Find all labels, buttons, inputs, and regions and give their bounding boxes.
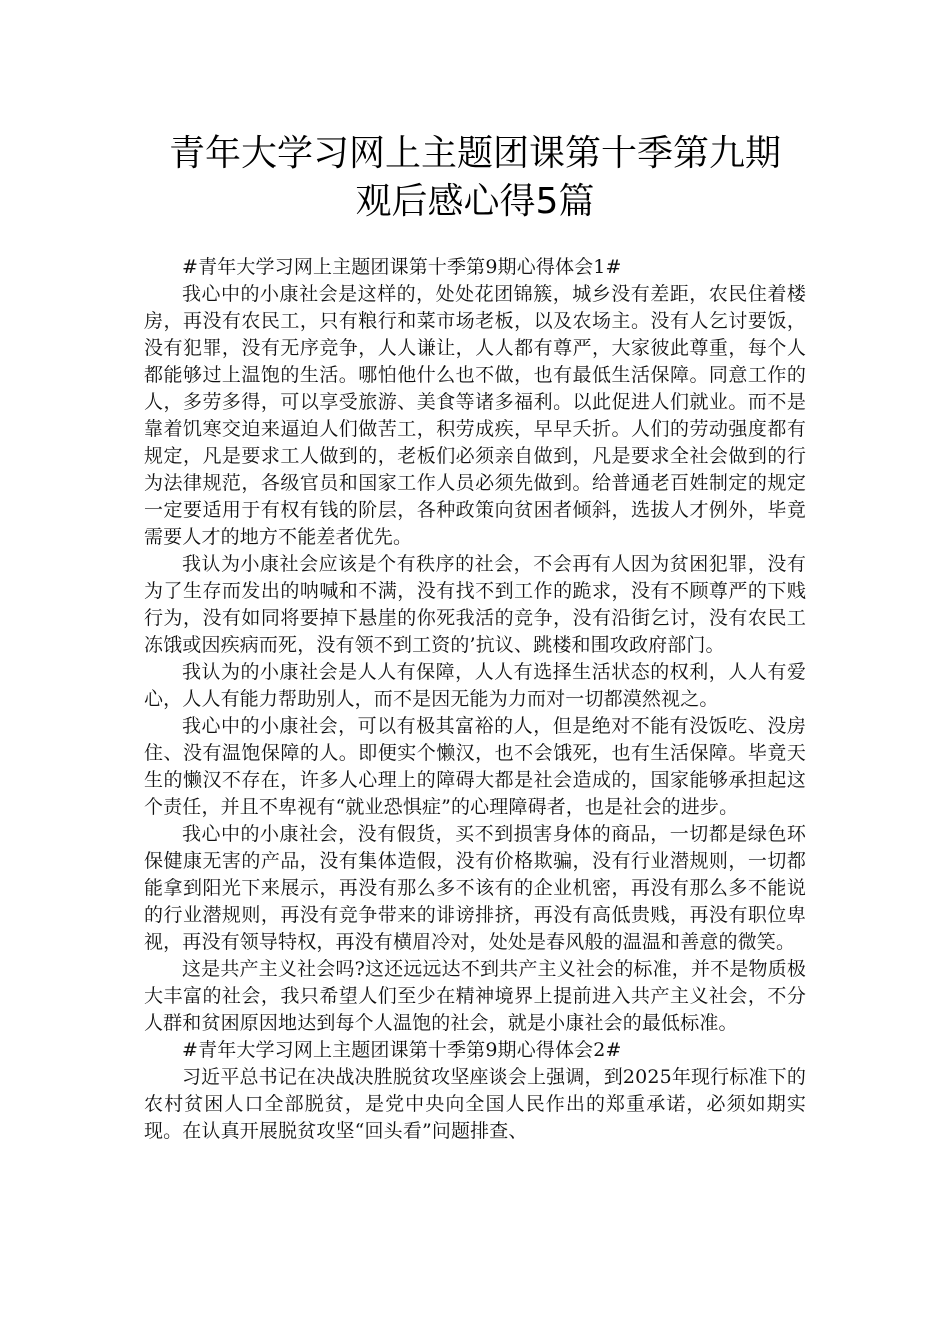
paragraph: 我心中的小康社会是这样的，处处花团锦簇，城乡没有差距，农民住着楼房，再没有农民工，只有粮行和菜市场老板，以及农场主。没有人乞讨要饭，没有犯罪，没有无序竞争，人人谦让，人人都有尊严，大家彼此尊重，每个人都能够过上温饱的生活。哪怕他什么也不做，也有最低生活保障。同意工作的人，多劳多得，可以享受旅游、美食等诸多福利。以此促进人们就业。而不是靠着饥寒交迫来逼迫人们做苦工，积劳成疾，早早夭折。人们的劳动强度都有规定，凡是要求工人做到的，老板们必须亲自做到，凡是要求全社会做到的行为法律规范，各级官员和国家工作人员必须先做到。给普通老百姓制定的规定一定要适用于有权有钱的阶层，各种政策向贫困者倾斜，选拔人才例外，毕竟需要人才的地方不能差者优先。: [144, 283, 806, 548]
section-heading: #青年大学习网上主题团课第十季第9期心得体会2#: [182, 1039, 622, 1061]
document-page: [144, 0, 806, 1344]
paragraph: 习近平总书记在决战决胜脱贫攻坚座谈会上强调，到2025年现行标准下的农村贫困人口全部脱贫，是党中央向全国人民作出的郑重承诺，必须如期实现。在认真开展脱贫攻坚“回头看”问题排查、: [144, 1066, 806, 1142]
document-title: [144, 130, 806, 226]
paragraph: 我心中的小康社会，可以有极其富裕的人，但是绝对不能有没饭吃、没房住、没有温饱保障的人。即便实个懒汉，也不会饿死，也有生活保障。毕竟天生的懒汉不存在，许多人心理上的障碍大都是社会造成的，国家能够承担起这个责任，并且不卑视有“就业恐惧症”的心理障碍者，也是社会的进步。: [144, 715, 806, 818]
document-body: [144, 254, 806, 1145]
paragraph: 这是共产主义社会吗?这还远远达不到共产主义社会的标准，并不是物质极大丰富的社会，我只希望人们至少在精神境界上提前进入共产主义社会，不分人群和贫困原因地达到每个人温饱的社会，就是小康社会的最低标准。: [144, 958, 806, 1034]
paragraph: 我认为的小康社会是人人有保障，人人有选择生活状态的权利，人人有爱心，人人有能力帮助别人，而不是因无能为力而对一切都漠然视之。: [144, 661, 806, 710]
title-line-1: 青年大学习网上主题团课第十季第九期: [168, 133, 781, 174]
title-line-2: 观后感心得5篇: [355, 181, 595, 222]
paragraph: 我心中的小康社会，没有假货，买不到损害身体的商品，一切都是绿色环保健康无害的产品，没有集体造假，没有价格欺骗，没有行业潜规则，一切都能拿到阳光下来展示，再没有那么多不该有的企业机密，再没有那么多不能说的行业潜规则，再没有竞争带来的诽谤排挤，再没有高低贵贱，再没有职位卑视，再没有领导特权，再没有横眉冷对，处处是春风般的温温和善意的微笑。: [144, 823, 806, 953]
paragraph: 我认为小康社会应该是个有秩序的社会，不会再有人因为贫困犯罪，没有为了生存而发出的呐喊和不满，没有找不到工作的跪求，没有不顾尊严的下贱行为，没有如同将要掉下悬崖的你死我活的竞争，没有沿街乞讨，没有农民工冻饿或因疾病而死，没有领不到工资的’抗议、跳楼和围攻政府部门。: [144, 553, 806, 656]
section-heading: #青年大学习网上主题团课第十季第9期心得体会1#: [182, 256, 622, 278]
